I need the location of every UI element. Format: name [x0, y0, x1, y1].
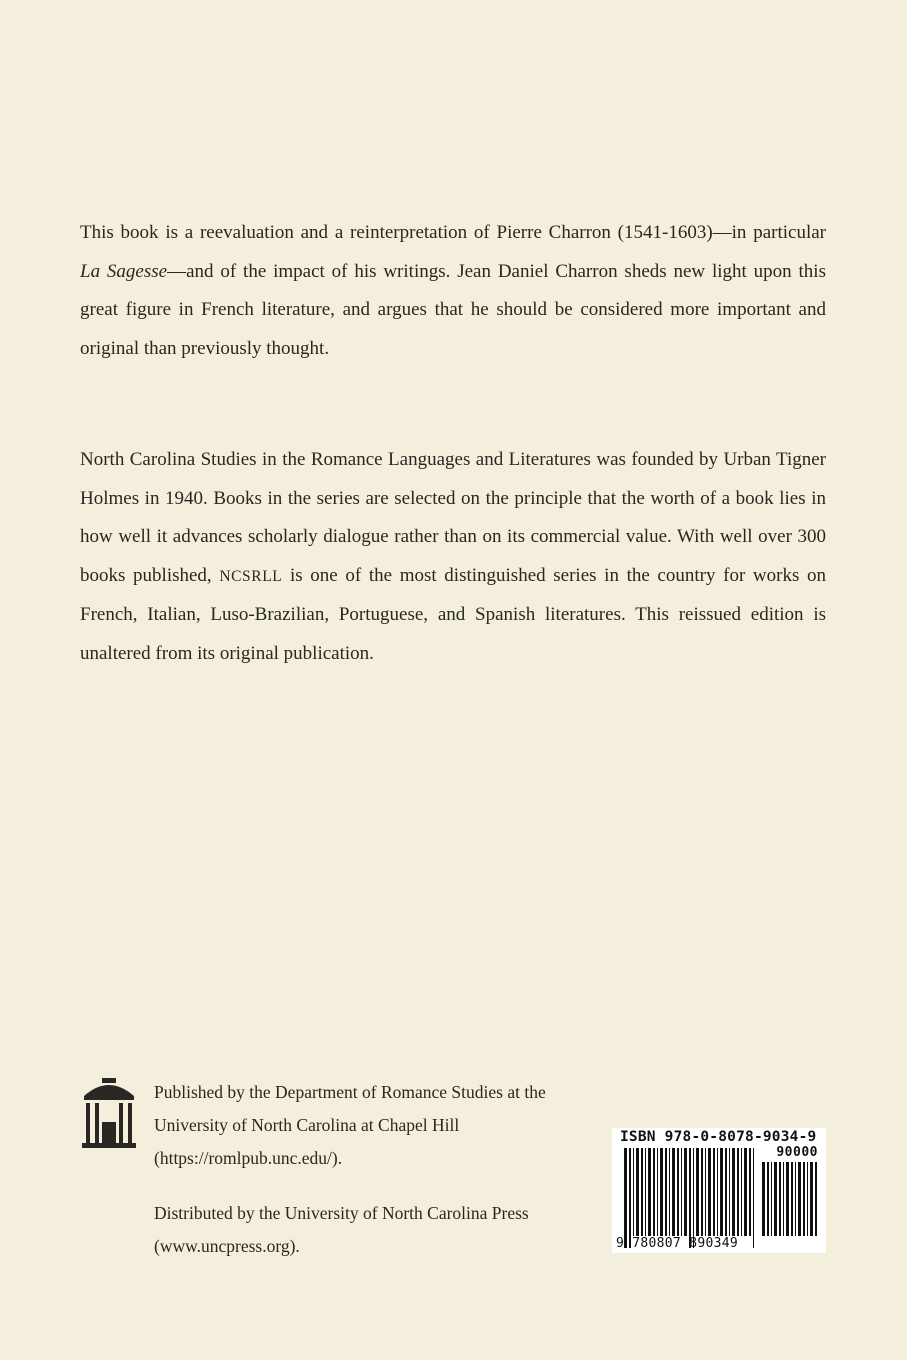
barcode-bar — [798, 1162, 801, 1236]
barcode-bar — [653, 1148, 655, 1236]
barcode-bar — [708, 1148, 711, 1236]
isbn-barcode — [612, 1128, 826, 1253]
barcode-bar — [753, 1148, 754, 1248]
barcode-bar — [720, 1148, 723, 1236]
barcode-bar — [786, 1162, 789, 1236]
barcode-bar — [696, 1148, 699, 1236]
ean-bars — [624, 1148, 758, 1248]
barcode-bar — [681, 1148, 682, 1236]
old-well-icon — [80, 1078, 138, 1148]
distributor-url: (www.uncpress.org). — [154, 1236, 300, 1256]
barcode-bar — [725, 1148, 727, 1236]
barcode-bar — [677, 1148, 679, 1236]
barcode-bar — [783, 1162, 784, 1236]
barcode-bar — [810, 1162, 813, 1236]
barcode-bar — [732, 1148, 735, 1236]
barcode-bar — [774, 1162, 777, 1236]
barcode-bar — [645, 1148, 646, 1236]
barcode-bar — [771, 1162, 772, 1236]
barcode-bar — [791, 1162, 793, 1236]
publisher-url: (https://romlpub.unc.edu/). — [154, 1148, 343, 1168]
barcode-bar — [665, 1148, 667, 1236]
barcode-bar — [633, 1148, 634, 1236]
ean-right-digits: 890349 — [689, 1236, 738, 1251]
barcode-bar — [672, 1148, 675, 1236]
barcode-bar — [807, 1162, 808, 1236]
barcode-bar — [689, 1148, 691, 1248]
barcode-bar — [741, 1148, 742, 1236]
barcode-bar — [660, 1148, 663, 1236]
barcode-bar — [737, 1148, 739, 1236]
series-acronym: NCSRLL — [219, 567, 283, 585]
series-text-b: is one of the most distinguished series in the country for works on French, Italian, Luso-Brazilian, Portuguese, and Spanish literatures. This reissued edition is unaltered from its original publication. — [80, 564, 826, 664]
barcode-bar — [693, 1148, 694, 1248]
distributor-line-1: Distributed by the University of North Carolina Press — [154, 1203, 529, 1223]
barcode-bar — [705, 1148, 706, 1236]
barcode-bar — [657, 1148, 658, 1236]
barcode-bar — [767, 1162, 769, 1236]
barcode-bar — [629, 1148, 631, 1248]
barcode-bar — [669, 1148, 670, 1236]
barcode-bar — [701, 1148, 703, 1236]
barcode-bar — [648, 1148, 651, 1236]
barcode-bar — [636, 1148, 639, 1236]
book-title-italic: La Sagesse — [80, 260, 168, 282]
barcode-bar — [744, 1148, 747, 1236]
barcode-bar — [684, 1148, 687, 1236]
barcode-bar — [713, 1148, 715, 1236]
barcode-bar — [749, 1148, 751, 1236]
price-bars — [762, 1162, 818, 1248]
barcode-bar — [803, 1162, 805, 1236]
description-text-a: This book is a reevaluation and a reinterpretation of Pierre Charron (1541-1603)—in particular — [80, 222, 826, 243]
ean-digits — [616, 1237, 738, 1251]
series-description — [80, 441, 826, 673]
description-text-b: —and of the impact of his writings. Jean Daniel Charron sheds new light upon this great figure in French literature, and argues that he should be considered more important and original than previously thought. — [80, 260, 826, 359]
barcode-bar — [779, 1162, 781, 1236]
barcode-bar — [762, 1162, 765, 1236]
ean-first-digit: 9 — [616, 1236, 625, 1251]
publisher-line-2: University of North Carolina at Chapel Hill — [154, 1115, 460, 1135]
barcode-bar — [795, 1162, 796, 1236]
barcode-bar — [624, 1148, 627, 1248]
distributor-info — [154, 1197, 594, 1263]
ean-left-digits: 780807 — [632, 1236, 682, 1251]
publisher-info — [154, 1076, 594, 1175]
barcode-bar — [641, 1148, 643, 1236]
isbn-label: ISBN 978-0-8078-9034-9 — [620, 1129, 817, 1145]
book-description — [80, 214, 826, 368]
barcode-bar — [717, 1148, 718, 1236]
publisher-line-1: Published by the Department of Romance Studies at the — [154, 1082, 546, 1102]
price-code: 90000 — [776, 1145, 818, 1160]
barcode-bar — [729, 1148, 730, 1236]
barcode-bar — [815, 1162, 817, 1236]
series-text-a: North Carolina Studies in the Romance Languages and Literatures was founded by Urban Tigner Holmes in 1940. Books in the series are selected on the principle that the worth of a book lies in how well it advances scholarly dialogue rather than on its commercial value. With well over 300 books published, — [80, 449, 826, 586]
